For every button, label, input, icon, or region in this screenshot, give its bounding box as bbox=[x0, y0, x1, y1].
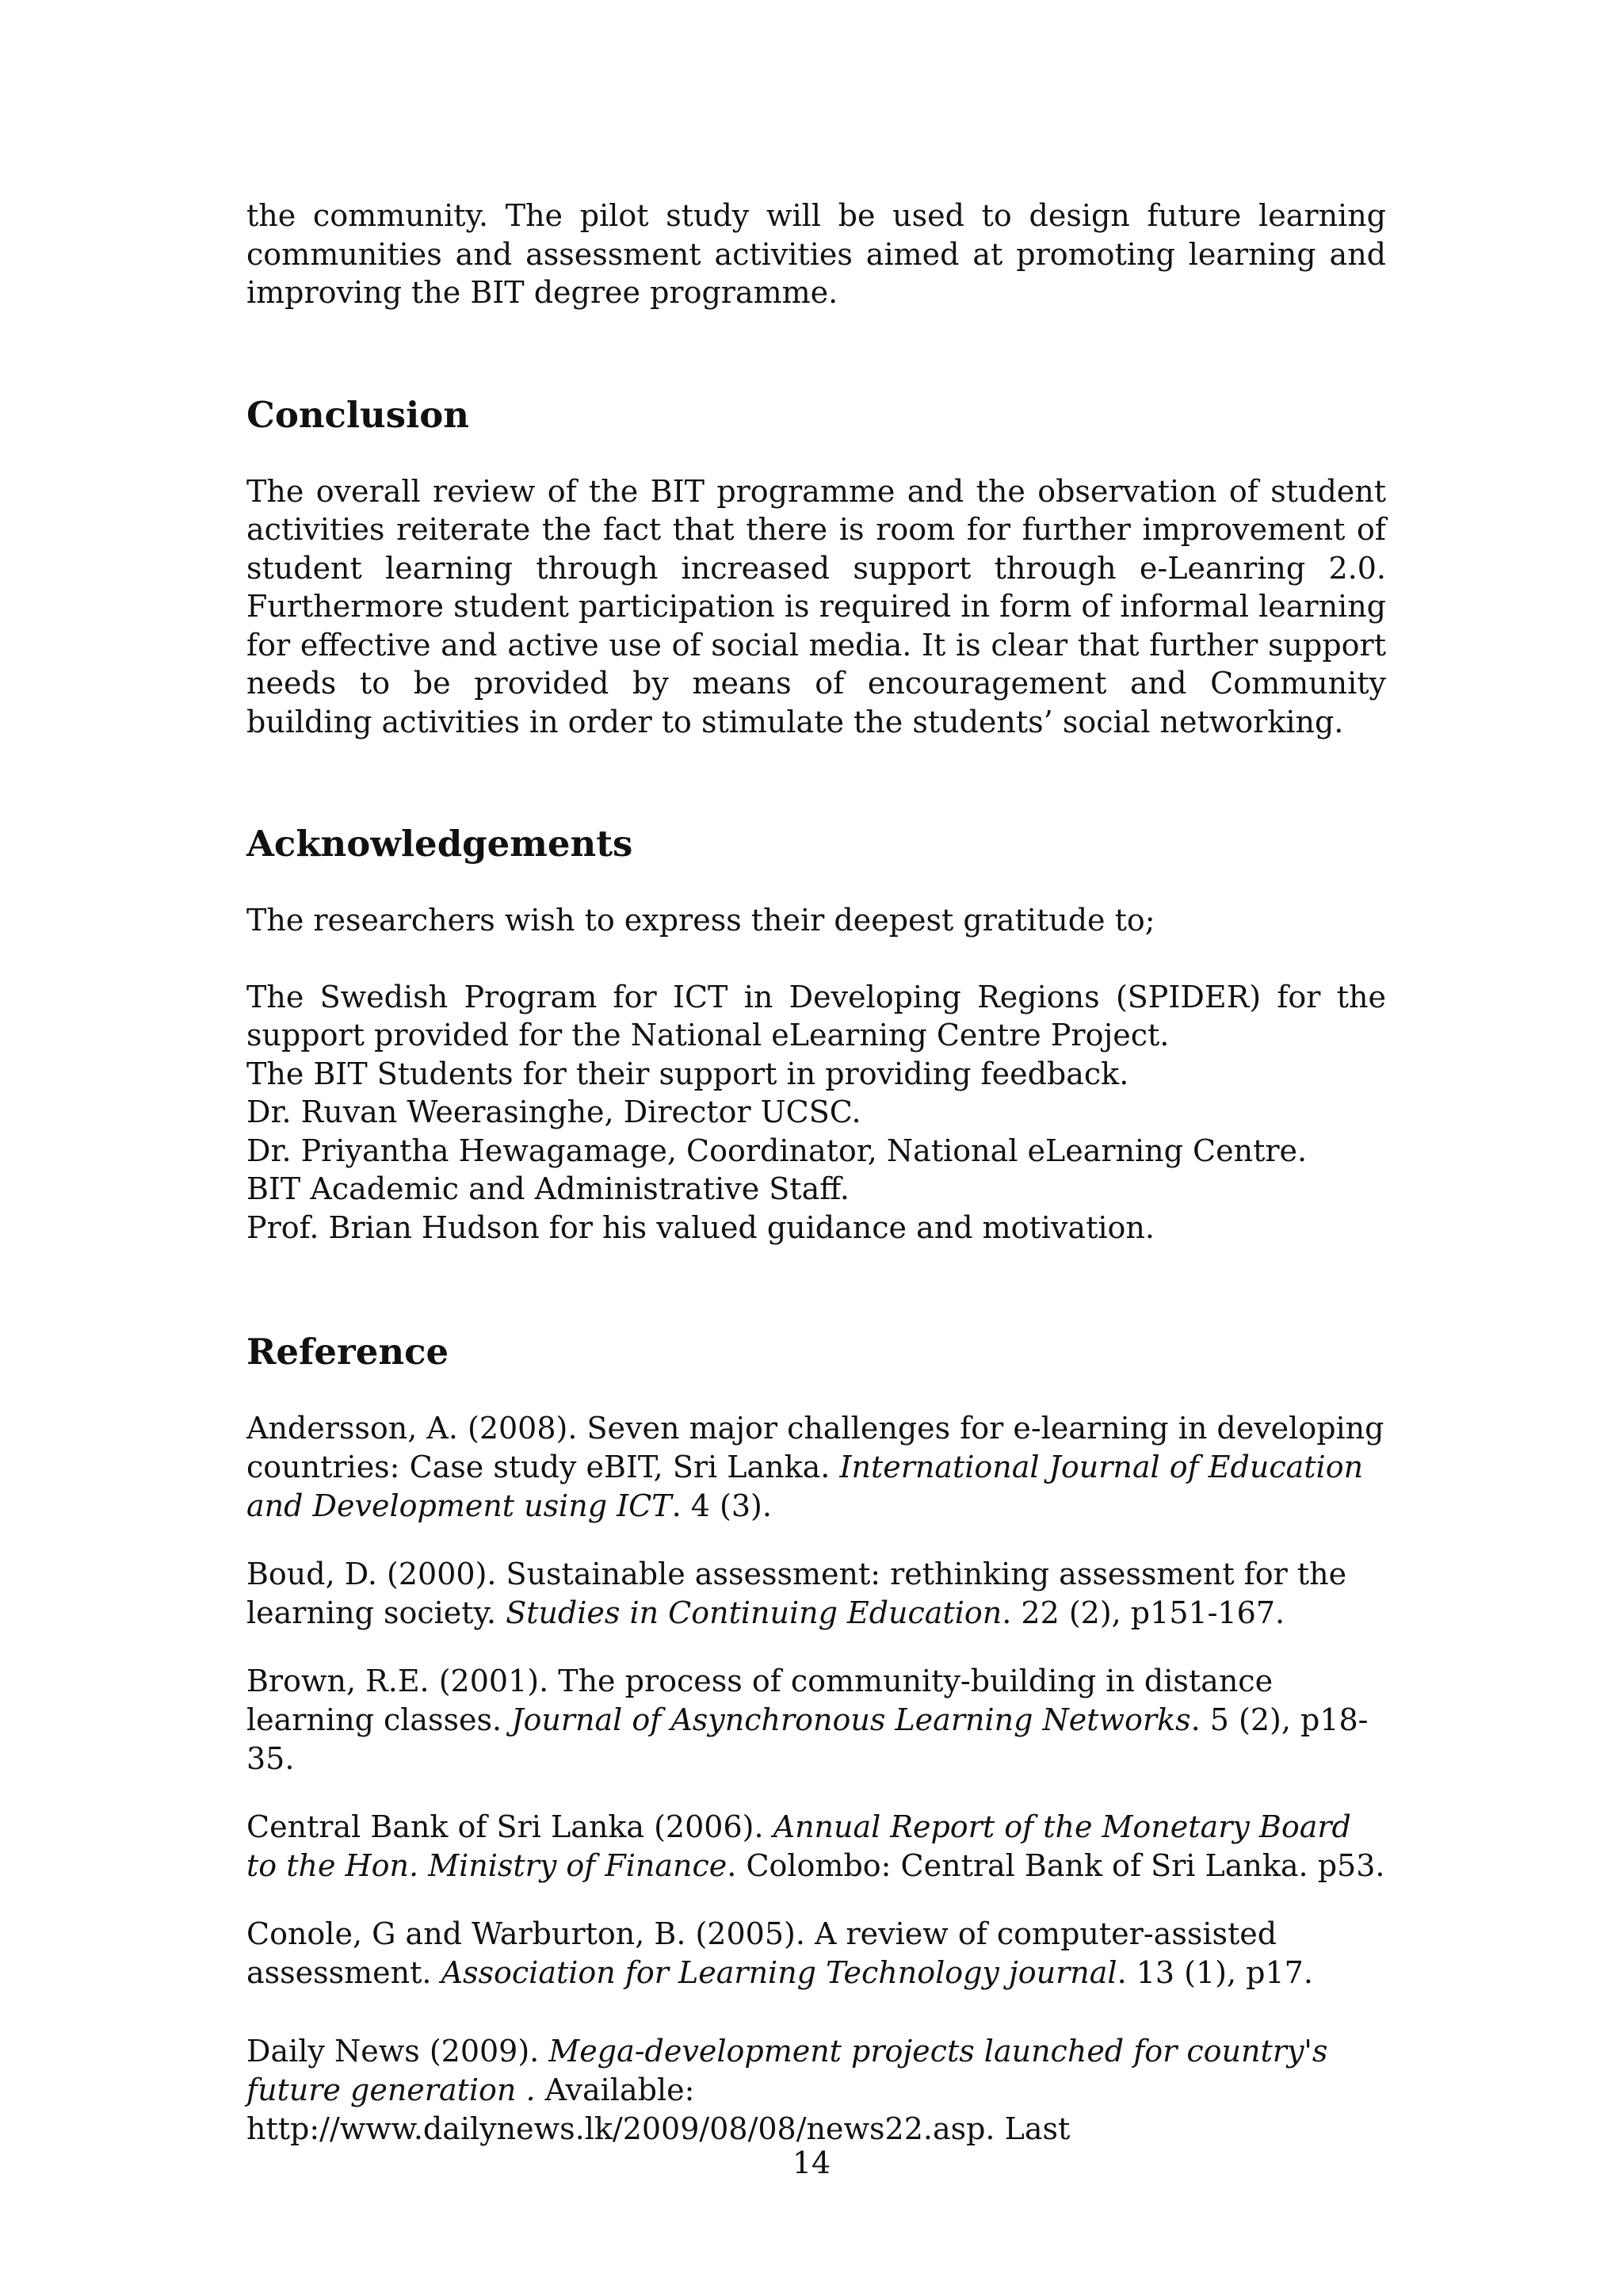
reference-source-title: Studies in Continuing Education bbox=[506, 1595, 1002, 1630]
acknowledgement-item: Prof. Brian Hudson for his valued guidance and motivation. bbox=[246, 1209, 1155, 1245]
reference-source-title: Association for Learning Technology journal bbox=[441, 1955, 1117, 1990]
acknowledgement-item: Dr. Ruvan Weerasinghe, Director UCSC. bbox=[246, 1095, 861, 1129]
reference-text: Conole, G and Warburton, B. (2005). A review of computer-assisted assessment. bbox=[246, 1916, 1277, 1990]
reference-text: Brown, R.E. (2001). The process of community-building in distance learning classes. bbox=[246, 1664, 1274, 1737]
acknowledgement-item: The BIT Students for their support in providing feedback. bbox=[246, 1056, 1129, 1091]
acknowledgement-item: Dr. Priyantha Hewagamage, Coordinator, National eLearning Centre. bbox=[246, 1133, 1308, 1168]
reference-entry bbox=[246, 1555, 1386, 1633]
reference-heading: Reference bbox=[246, 1331, 449, 1373]
reference-text: Available: http://www.dailynews.lk/2009/08/08/news22.asp. Last bbox=[246, 2073, 1071, 2146]
reference-text: . Colombo: Central Bank of Sri Lanka. p53. bbox=[727, 1848, 1385, 1883]
conclusion-heading: Conclusion bbox=[246, 393, 469, 436]
reference-text: . 22 (2), p151-167. bbox=[1002, 1595, 1285, 1630]
intro-paragraph: the community. The pilot study will be used to design future learning communities and assessment activities aimed at promoting learning and improving the BIT degree programme. bbox=[246, 198, 1386, 310]
reference-text: Boud, D. (2000). Sustainable assessment: rethinking assessment for the learning society. bbox=[246, 1557, 1347, 1630]
reference-entry bbox=[246, 2032, 1386, 2149]
acknowledgements-heading: Acknowledgements bbox=[246, 823, 633, 865]
reference-text: Central Bank of Sri Lanka (2006). bbox=[246, 1809, 773, 1844]
page-number: 14 bbox=[792, 2145, 831, 2180]
reference-text: . 4 (3). bbox=[671, 1488, 772, 1523]
reference-entry bbox=[246, 1662, 1386, 1778]
reference-source-title: International Journal of Education and Development using ICT bbox=[246, 1450, 1364, 1523]
reference-text: . 13 (1), p17. bbox=[1117, 1955, 1313, 1990]
reference-entry bbox=[246, 1808, 1386, 1885]
reference-list bbox=[246, 1409, 1386, 2149]
acknowledgements-intro: The researchers wish to express their deepest gratitude to; bbox=[246, 903, 1155, 938]
reference-source-title: Journal of Asynchronous Learning Networks bbox=[511, 1702, 1191, 1737]
reference-text: Andersson, A. (2008). Seven major challenges for e-learning in developing countries: Case study eBIT, Sri Lanka. bbox=[246, 1411, 1384, 1484]
reference-entry bbox=[246, 1915, 1386, 1992]
acknowledgement-item: BIT Academic and Administrative Staff. bbox=[246, 1171, 850, 1206]
reference-text: Daily News (2009). bbox=[246, 2034, 549, 2069]
conclusion-paragraph: The overall review of the BIT programme and the observation of student activities reiterate the fact that there is room for further improvement of student learning through increased support through e-Leanring 2.0. Furthermore student participation is required in form of informal learning for effective and active use of social media. It is clear that further support needs to be provided by means of encouragement and Community building activities in order to stimulate the students’ social networking. bbox=[246, 473, 1386, 739]
reference-text: . 5 (2), p18-35. bbox=[246, 1702, 1369, 1776]
acknowledgement-item-spider: The Swedish Program for ICT in Developing Regions (SPIDER) for the support provided for the National eLearning Centre Project. bbox=[246, 979, 1386, 1052]
page-content bbox=[246, 197, 1386, 2149]
reference-entry bbox=[246, 1409, 1386, 1526]
acknowledgements-list bbox=[246, 1055, 1386, 1247]
reference-source-title: Mega-development projects launched for country's future generation . bbox=[246, 2034, 1328, 2107]
reference-source-title: Annual Report of the Monetary Board to the Hon. Ministry of Finance bbox=[246, 1809, 1351, 1883]
